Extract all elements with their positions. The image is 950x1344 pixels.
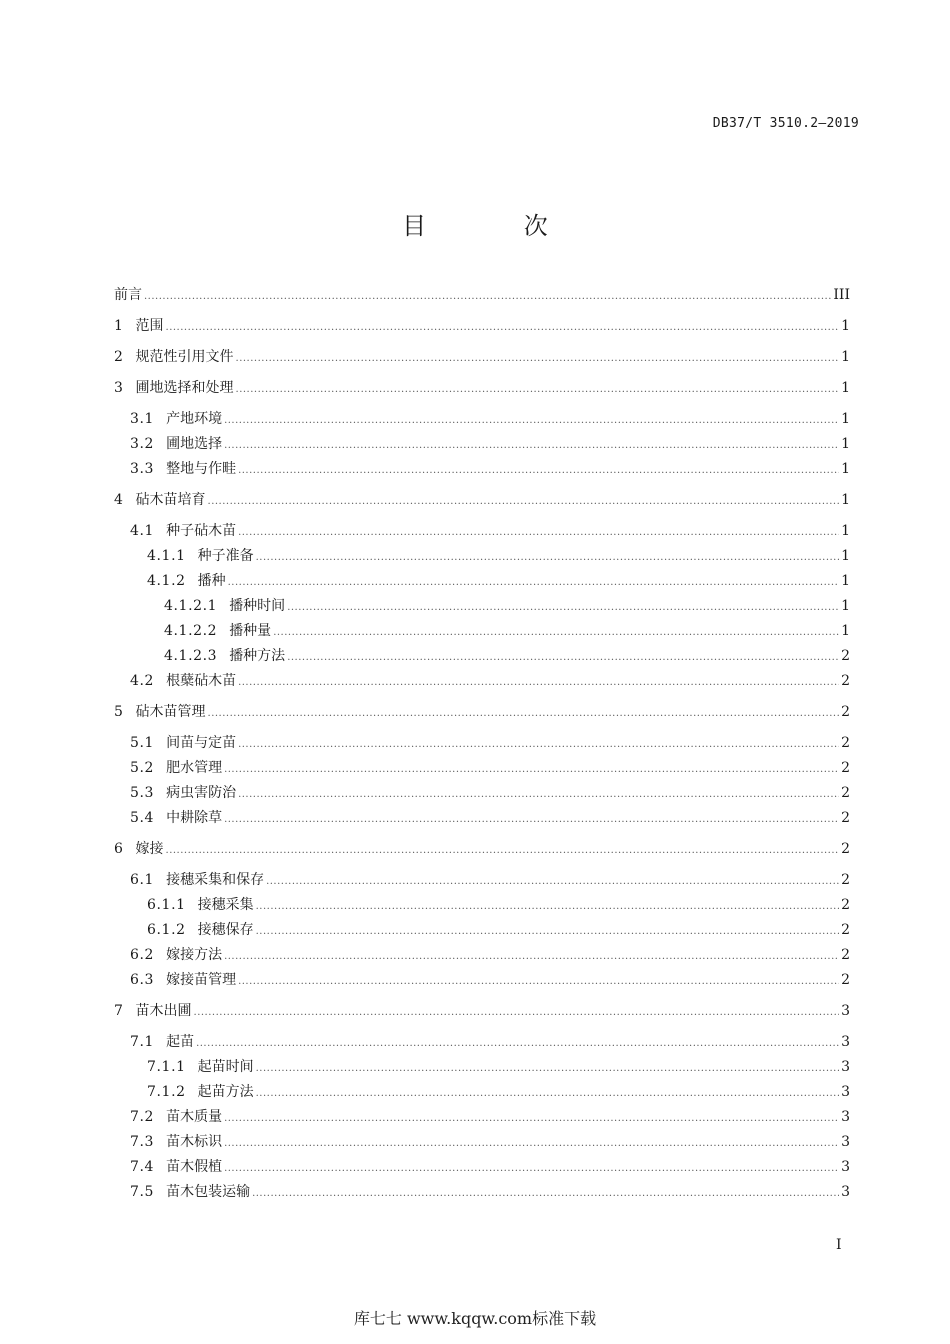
toc-entry[interactable]: [114, 410, 850, 428]
toc-entry-number: 5.2: [130, 760, 155, 776]
toc-entry-number: 7.3: [130, 1134, 155, 1150]
toc-entry[interactable]: [114, 547, 850, 565]
toc-entry-number: 7.1.2: [147, 1084, 186, 1100]
toc-entry[interactable]: [114, 286, 850, 304]
toc-entry-page: 1: [841, 380, 850, 396]
toc-entry[interactable]: [114, 946, 850, 964]
toc-entry-number: 6.1.2: [147, 922, 186, 938]
toc-entry-page: 2: [841, 648, 850, 664]
toc-entry-title: 苗木出圃: [135, 1003, 192, 1019]
page-title: 目 次: [402, 212, 593, 240]
toc-leader-dots: [256, 898, 839, 916]
toc-entry[interactable]: [114, 317, 850, 335]
toc-entry-title: 播种量: [229, 623, 272, 639]
toc-entry[interactable]: [114, 379, 850, 397]
toc-leader-dots: [144, 288, 831, 306]
toc-entry-number: 5: [114, 704, 124, 720]
toc-entry-title: 种子砧木苗: [166, 523, 237, 539]
toc-entry-title: 起苗: [166, 1034, 195, 1050]
toc-entry-page: 1: [841, 436, 850, 452]
toc-entry-title: 苗木标识: [166, 1134, 223, 1150]
toc-entry-title: 苗木假植: [166, 1159, 223, 1175]
toc-leader-dots: [256, 549, 839, 567]
toc-leader-dots: [236, 350, 840, 368]
toc-entry-number: 3.3: [130, 461, 155, 477]
toc-leader-dots: [194, 1004, 840, 1022]
toc-entry-page: 1: [841, 461, 850, 477]
toc-entry-page: 1: [841, 598, 850, 614]
toc-entry-number: 4.1.2.2: [164, 623, 218, 639]
toc-entry-number: 7.2: [130, 1109, 155, 1125]
toc-leader-dots: [238, 462, 839, 480]
toc-entry[interactable]: [114, 597, 850, 615]
toc-entry-number: 4.1.1: [147, 548, 186, 564]
toc-entry-number: 3: [114, 380, 124, 396]
toc-entry-title: 根蘖砧木苗: [166, 673, 237, 689]
toc-entry[interactable]: [114, 1058, 850, 1076]
toc-entry[interactable]: [114, 1133, 850, 1151]
toc-entry-page: 3: [841, 1159, 850, 1175]
toc-entry-page: 2: [841, 704, 850, 720]
toc-entry-page: 3: [841, 1003, 850, 1019]
toc-entry-title: 砧木苗培育: [135, 492, 206, 508]
toc-entry[interactable]: [114, 460, 850, 478]
toc-entry[interactable]: [114, 522, 850, 540]
toc-leader-dots: [224, 412, 839, 430]
toc-entry-number: 7.5: [130, 1184, 155, 1200]
toc-entry-title: 圃地选择: [166, 436, 223, 452]
toc-entry-title: 苗木包装运输: [166, 1184, 251, 1200]
toc-entry-number: 6.1.1: [147, 897, 186, 913]
toc-entry-page: 2: [841, 972, 850, 988]
toc-entry-number: 6: [114, 841, 124, 857]
toc-entry-page: 3: [841, 1109, 850, 1125]
toc-entry-page: 1: [841, 548, 850, 564]
toc-entry-number: 4.1: [130, 523, 155, 539]
toc-entry-page: 2: [841, 785, 850, 801]
toc-leader-dots: [256, 1060, 839, 1078]
toc-entry-page: 1: [841, 623, 850, 639]
toc-entry-title: 范围: [135, 318, 164, 334]
toc-entry-number: 4.2: [130, 673, 155, 689]
toc-leader-dots: [238, 736, 839, 754]
toc-entry-page: 2: [841, 810, 850, 826]
toc-entry-page: 3: [841, 1059, 850, 1075]
toc-entry-number: 6.3: [130, 972, 155, 988]
toc-leader-dots: [287, 599, 839, 617]
toc-entry-number: 2: [114, 349, 124, 365]
toc-entry[interactable]: [114, 734, 850, 752]
toc-entry-title: 嫁接苗管理: [166, 972, 237, 988]
toc-entry-number: 7.1: [130, 1034, 155, 1050]
toc-entry-page: 3: [841, 1034, 850, 1050]
toc-entry-number: 6.2: [130, 947, 155, 963]
toc-entry-title: 中耕除草: [166, 810, 223, 826]
toc-entry-title: 起苗方法: [197, 1084, 254, 1100]
toc-entry-title: 种子准备: [197, 548, 254, 564]
toc-entry-title: 播种: [197, 573, 226, 589]
toc-leader-dots: [252, 1185, 839, 1203]
toc-entry-title: 苗木质量: [166, 1109, 223, 1125]
toc-entry[interactable]: [114, 348, 850, 366]
toc-entry-number: 4: [114, 492, 124, 508]
toc-entry-title: 间苗与定苗: [166, 735, 237, 751]
toc-entry-page: 1: [841, 318, 850, 334]
toc-entry-title: 整地与作畦: [166, 461, 237, 477]
toc-entry[interactable]: [114, 672, 850, 690]
toc-entry-page: 1: [841, 492, 850, 508]
toc-entry[interactable]: [114, 809, 850, 827]
toc-entry[interactable]: [114, 1083, 850, 1101]
toc-leader-dots: [287, 649, 839, 667]
toc-leader-dots: [224, 811, 839, 829]
toc-leader-dots: [228, 574, 839, 592]
toc-entry-page: 1: [841, 349, 850, 365]
toc-entry-title: 播种时间: [229, 598, 286, 614]
toc-entry-page: 3: [841, 1134, 850, 1150]
toc-leader-dots: [256, 1085, 839, 1103]
toc-entry[interactable]: [114, 1158, 850, 1176]
toc-leader-dots: [166, 319, 840, 337]
toc-entry-title: 肥水管理: [166, 760, 223, 776]
toc-entry-title: 接穗采集: [197, 897, 254, 913]
toc-entry-page: 2: [841, 760, 850, 776]
toc-entry-number: 7.1.1: [147, 1059, 186, 1075]
toc-entry-number: 5.4: [130, 810, 155, 826]
toc-leader-dots: [166, 842, 840, 860]
toc-entry-page: 2: [841, 872, 850, 888]
toc-entry-title: 前言: [114, 287, 142, 303]
toc-entry[interactable]: [114, 971, 850, 989]
toc-entry-title: 接穗采集和保存: [166, 872, 265, 888]
toc-leader-dots: [224, 948, 839, 966]
toc-entry-page: 2: [841, 922, 850, 938]
toc-entry[interactable]: [114, 703, 850, 721]
toc-leader-dots: [238, 524, 839, 542]
toc-entry-page: 3: [841, 1084, 850, 1100]
toc-entry[interactable]: [114, 435, 850, 453]
toc-entry-page: 2: [841, 947, 850, 963]
toc-entry[interactable]: [114, 784, 850, 802]
footer-watermark: 库七七 www.kqqw.com标准下载: [353, 1309, 597, 1328]
toc-leader-dots: [224, 1110, 839, 1128]
toc-entry-title: 播种方法: [229, 648, 286, 664]
toc-entry-number: 7.4: [130, 1159, 155, 1175]
toc-entry[interactable]: [114, 840, 850, 858]
toc-entry-page: 3: [841, 1184, 850, 1200]
toc-entry-number: 5.1: [130, 735, 155, 751]
toc-leader-dots: [224, 437, 839, 455]
table-of-contents: [114, 286, 850, 1201]
toc-entry-title: 接穗保存: [197, 922, 254, 938]
toc-entry[interactable]: [114, 1033, 850, 1051]
toc-entry[interactable]: [114, 1108, 850, 1126]
toc-entry-number: 3.2: [130, 436, 155, 452]
toc-entry-title: 嫁接: [135, 841, 164, 857]
toc-leader-dots: [224, 761, 839, 779]
toc-entry[interactable]: [114, 622, 850, 640]
toc-leader-dots: [236, 381, 840, 399]
toc-entry-number: 1: [114, 318, 124, 334]
toc-leader-dots: [238, 674, 839, 692]
toc-leader-dots: [256, 923, 839, 941]
toc-entry[interactable]: [114, 1002, 850, 1020]
toc-entry-title: 砧木苗管理: [135, 704, 206, 720]
toc-entry-title: 病虫害防治: [166, 785, 237, 801]
toc-entry-number: 5.3: [130, 785, 155, 801]
toc-entry[interactable]: [114, 921, 850, 939]
toc-entry-page: III: [833, 287, 850, 303]
page-number: I: [836, 1237, 842, 1253]
toc-leader-dots: [208, 705, 840, 723]
toc-entry-number: 3.1: [130, 411, 155, 427]
toc-leader-dots: [238, 973, 839, 991]
toc-entry-title: 规范性引用文件: [135, 349, 234, 365]
toc-entry[interactable]: [114, 759, 850, 777]
toc-entry-page: 1: [841, 411, 850, 427]
toc-leader-dots: [208, 493, 840, 511]
toc-entry-title: 圃地选择和处理: [135, 380, 234, 396]
toc-entry-number: 7: [114, 1003, 124, 1019]
toc-entry-page: 2: [841, 897, 850, 913]
toc-entry[interactable]: [114, 491, 850, 509]
toc-entry[interactable]: [114, 647, 850, 665]
toc-entry-page: 2: [841, 735, 850, 751]
toc-leader-dots: [266, 873, 839, 891]
toc-entry[interactable]: [114, 1183, 850, 1201]
toc-leader-dots: [196, 1035, 839, 1053]
toc-entry-page: 2: [841, 841, 850, 857]
toc-entry-page: 1: [841, 573, 850, 589]
toc-entry-number: 4.1.2.1: [164, 598, 218, 614]
toc-leader-dots: [238, 786, 839, 804]
toc-entry-page: 1: [841, 523, 850, 539]
toc-leader-dots: [273, 624, 839, 642]
toc-entry-title: 产地环境: [166, 411, 223, 427]
toc-leader-dots: [224, 1160, 839, 1178]
toc-entry-title: 起苗时间: [197, 1059, 254, 1075]
toc-entry[interactable]: [114, 572, 850, 590]
toc-entry-number: 4.1.2: [147, 573, 186, 589]
toc-entry-page: 2: [841, 673, 850, 689]
document-code: DB37/T 3510.2—2019: [712, 116, 859, 131]
toc-leader-dots: [224, 1135, 839, 1153]
toc-entry[interactable]: [114, 871, 850, 889]
toc-entry-number: 4.1.2.3: [164, 648, 218, 664]
toc-entry[interactable]: [114, 896, 850, 914]
toc-entry-number: 6.1: [130, 872, 155, 888]
toc-entry-title: 嫁接方法: [166, 947, 223, 963]
